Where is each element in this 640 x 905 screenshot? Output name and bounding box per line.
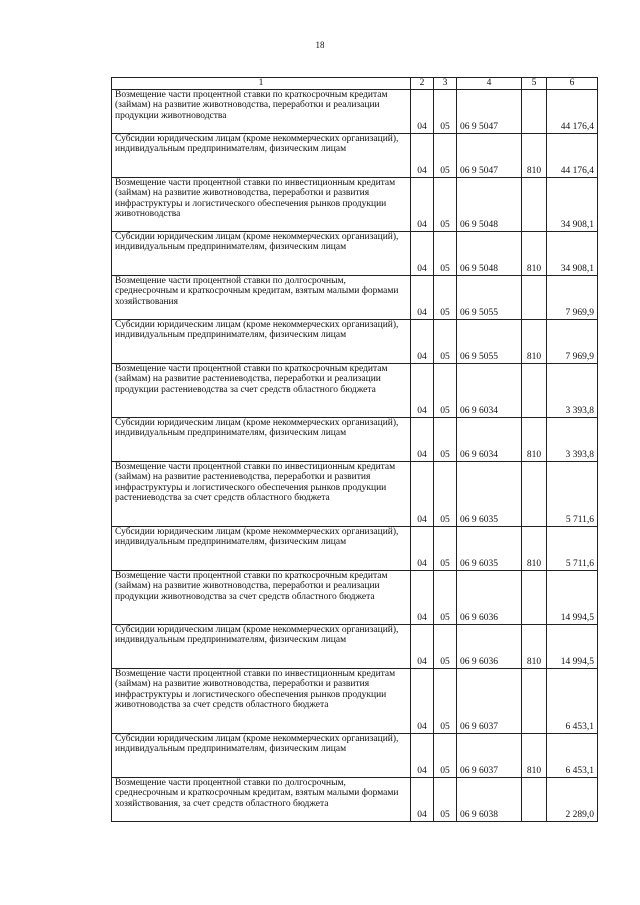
column-header: 2 (411, 78, 434, 90)
row-name: Субсидии юридическим лицам (кроме некоммерческих организаций), индивидуальным предпринимателям, физическим лицам (112, 733, 411, 777)
row-target-code: 06 9 5047 (457, 89, 522, 133)
row-name: Субсидии юридическим лицам (кроме некоммерческих организаций), индивидуальным предпринимателям, физическим лицам (112, 417, 411, 461)
column-header: 5 (522, 78, 547, 90)
column-header: 4 (457, 78, 522, 90)
table-row (112, 570, 598, 624)
row-section: 04 (411, 526, 434, 570)
row-section: 04 (411, 319, 434, 363)
row-amount: 5 711,6 (547, 461, 598, 526)
row-target-code: 06 9 5047 (457, 133, 522, 177)
table-row (112, 363, 598, 417)
row-subsection: 05 (434, 231, 457, 275)
row-amount: 3 393,8 (547, 363, 598, 417)
row-name: Возмещение части процентной ставки по инвестиционным кредитам (займам) на развитие животноводства, переработки и развития инфраструктуры и логистического обеспечения рынков продукции животноводства (112, 177, 411, 231)
row-amount: 2 289,0 (547, 777, 598, 821)
row-expense-type: 810 (522, 733, 547, 777)
row-expense-type (522, 777, 547, 821)
table-row (112, 461, 598, 526)
row-section: 04 (411, 363, 434, 417)
row-target-code: 06 9 5055 (457, 275, 522, 319)
row-subsection: 05 (434, 668, 457, 733)
row-subsection: 05 (434, 624, 457, 668)
row-name: Возмещение части процентной ставки по краткосрочным кредитам (займам) на развитие животноводства, переработки и реализации продукции животноводства за счет средств областного бюджета (112, 570, 411, 624)
table-row (112, 733, 598, 777)
row-name: Возмещение части процентной ставки по инвестиционным кредитам (займам) на развитие животноводства, переработки и развития инфраструктуры и логистического обеспечения рынков продукции животноводства за счет средств областного бюджета (112, 668, 411, 733)
row-section: 04 (411, 461, 434, 526)
row-name: Возмещение части процентной ставки по краткосрочным кредитам (займам) на развитие растениеводства, переработки и реализации продукции растениеводства за счет средств областного бюджета (112, 363, 411, 417)
row-expense-type: 810 (522, 319, 547, 363)
row-amount: 44 176,4 (547, 133, 598, 177)
row-name: Возмещение части процентной ставки по долгосрочным, среднесрочным и краткосрочным кредитам, взятым малыми формами хозяйствования (112, 275, 411, 319)
row-subsection: 05 (434, 177, 457, 231)
row-expense-type: 810 (522, 231, 547, 275)
row-target-code: 06 9 6036 (457, 624, 522, 668)
row-name: Субсидии юридическим лицам (кроме некоммерческих организаций), индивидуальным предпринимателям, физическим лицам (112, 133, 411, 177)
row-subsection: 05 (434, 461, 457, 526)
row-target-code: 06 9 6037 (457, 733, 522, 777)
row-expense-type (522, 668, 547, 733)
row-target-code: 06 9 5048 (457, 231, 522, 275)
row-name: Возмещение части процентной ставки по инвестиционным кредитам (займам) на развитие растениеводства, переработки и развития инфраструктуры и логистического обеспечения рынков продукции растениеводства за счет средств областного бюджета (112, 461, 411, 526)
row-section: 04 (411, 733, 434, 777)
row-expense-type: 810 (522, 417, 547, 461)
table-row (112, 89, 598, 133)
row-target-code: 06 9 6037 (457, 668, 522, 733)
row-expense-type (522, 177, 547, 231)
row-amount: 6 453,1 (547, 668, 598, 733)
table-header-row (112, 78, 598, 90)
row-section: 04 (411, 777, 434, 821)
row-subsection: 05 (434, 570, 457, 624)
row-section: 04 (411, 417, 434, 461)
row-subsection: 05 (434, 275, 457, 319)
row-name: Возмещение части процентной ставки по долгосрочным, среднесрочным и краткосрочным кредитам, взятым малыми формами хозяйствования, за счет средств областного бюджета (112, 777, 411, 821)
row-amount: 14 994,5 (547, 624, 598, 668)
column-header: 6 (547, 78, 598, 90)
row-subsection: 05 (434, 526, 457, 570)
table-row (112, 133, 598, 177)
row-name: Субсидии юридическим лицам (кроме некоммерческих организаций), индивидуальным предпринимателям, физическим лицам (112, 526, 411, 570)
row-target-code: 06 9 6036 (457, 570, 522, 624)
row-amount: 5 711,6 (547, 526, 598, 570)
row-section: 04 (411, 89, 434, 133)
page-number: 18 (315, 40, 325, 50)
table-row (112, 177, 598, 231)
column-header: 1 (112, 78, 411, 90)
row-target-code: 06 9 6035 (457, 526, 522, 570)
row-expense-type: 810 (522, 624, 547, 668)
row-expense-type: 810 (522, 133, 547, 177)
row-target-code: 06 9 6034 (457, 417, 522, 461)
row-name: Возмещение части процентной ставки по краткосрочным кредитам (займам) на развитие животноводства, переработки и реализации продукции животноводства (112, 89, 411, 133)
row-expense-type (522, 89, 547, 133)
row-target-code: 06 9 6034 (457, 363, 522, 417)
row-expense-type (522, 461, 547, 526)
row-section: 04 (411, 668, 434, 733)
column-header: 3 (434, 78, 457, 90)
row-amount: 14 994,5 (547, 570, 598, 624)
table-row (112, 526, 598, 570)
row-amount: 34 908,1 (547, 177, 598, 231)
row-amount: 7 969,9 (547, 275, 598, 319)
row-amount: 7 969,9 (547, 319, 598, 363)
row-name: Субсидии юридическим лицам (кроме некоммерческих организаций), индивидуальным предпринимателям, физическим лицам (112, 319, 411, 363)
row-subsection: 05 (434, 417, 457, 461)
table-row (112, 777, 598, 821)
row-expense-type (522, 363, 547, 417)
row-subsection: 05 (434, 733, 457, 777)
row-amount: 3 393,8 (547, 417, 598, 461)
row-target-code: 06 9 6038 (457, 777, 522, 821)
row-subsection: 05 (434, 363, 457, 417)
row-section: 04 (411, 177, 434, 231)
row-section: 04 (411, 624, 434, 668)
row-amount: 44 176,4 (547, 89, 598, 133)
row-subsection: 05 (434, 133, 457, 177)
budget-table (111, 77, 598, 822)
row-subsection: 05 (434, 777, 457, 821)
row-amount: 34 908,1 (547, 231, 598, 275)
row-expense-type (522, 570, 547, 624)
row-amount: 6 453,1 (547, 733, 598, 777)
table-row (112, 417, 598, 461)
row-subsection: 05 (434, 319, 457, 363)
row-section: 04 (411, 231, 434, 275)
table-row (112, 668, 598, 733)
row-subsection: 05 (434, 89, 457, 133)
table-row (112, 624, 598, 668)
row-target-code: 06 9 5048 (457, 177, 522, 231)
row-section: 04 (411, 133, 434, 177)
row-section: 04 (411, 570, 434, 624)
row-expense-type (522, 275, 547, 319)
table-row (112, 275, 598, 319)
row-target-code: 06 9 5055 (457, 319, 522, 363)
row-section: 04 (411, 275, 434, 319)
row-name: Субсидии юридическим лицам (кроме некоммерческих организаций), индивидуальным предпринимателям, физическим лицам (112, 624, 411, 668)
row-target-code: 06 9 6035 (457, 461, 522, 526)
table-row (112, 231, 598, 275)
table-row (112, 319, 598, 363)
row-name: Субсидии юридическим лицам (кроме некоммерческих организаций), индивидуальным предпринимателям, физическим лицам (112, 231, 411, 275)
row-expense-type: 810 (522, 526, 547, 570)
